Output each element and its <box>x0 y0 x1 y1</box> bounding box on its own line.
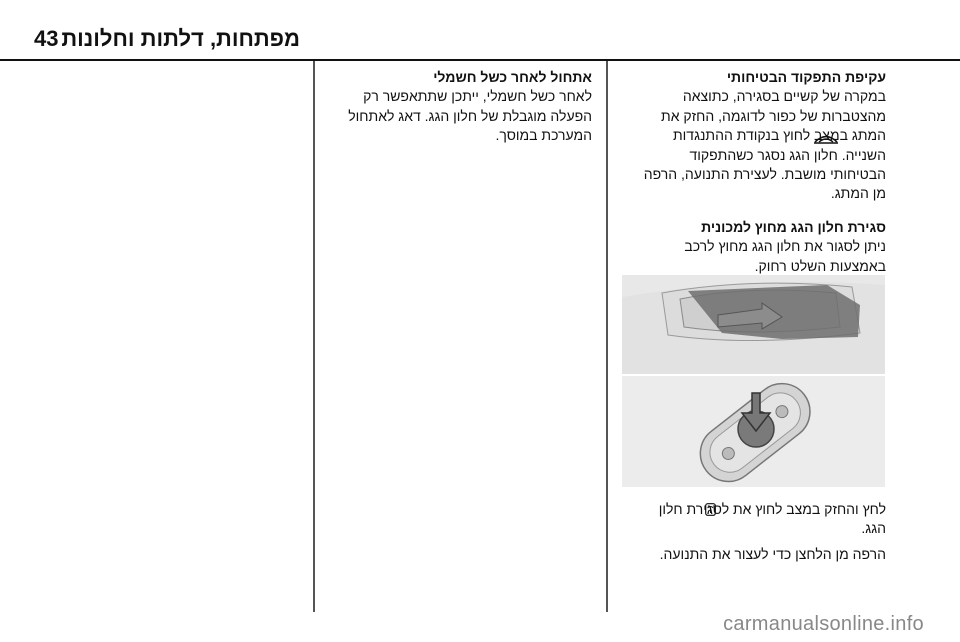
body-line: במקרה של קשיים בסגירה, כתוצאה <box>682 88 886 105</box>
remote-key-illustration <box>622 275 885 487</box>
body-line-text: המתג במצב לחוץ בנקודת ההתנגדות <box>673 127 886 144</box>
body-line: הפעלה מוגבלת של חלון הגג. דאג לאתחול <box>348 107 592 124</box>
body-line: מן המתג. <box>830 185 886 202</box>
figure-caption <box>618 500 886 564</box>
page-number: 43 <box>34 26 59 51</box>
body-line: באמצעות השלט רחוק. <box>754 257 886 274</box>
remote-sunroof-button-icon <box>705 503 716 516</box>
header-rule <box>0 59 960 61</box>
caption-line: הגג. <box>861 520 886 537</box>
body-line: השנייה. חלון הגג נסגר כשהתפקוד <box>689 146 886 163</box>
chapter-title: מפתחות, דלתות וחלונות <box>61 26 300 51</box>
right-column <box>618 68 886 276</box>
column-divider-left <box>313 61 315 612</box>
middle-column <box>326 68 592 146</box>
caption-line: הרפה מן הלחצן כדי לעצור את התנועה. <box>659 545 886 562</box>
body-line: המערכת במוסך. <box>495 127 592 144</box>
sunroof-switch-icon <box>813 132 839 146</box>
body-line: ניתן לסגור את חלון הגג מחוץ לרכב <box>684 238 886 255</box>
watermark: carmanualsonline.info <box>723 613 924 635</box>
body-line: הבטיחותי מושבת. לעצירת התנועה, הרפה <box>643 166 886 183</box>
body-line: לאחר כשל חשמלי, ייתכן שתתאפשר רק <box>363 88 592 105</box>
section-heading-reset-after-power-failure: אתחול לאחר כשל חשמלי <box>433 69 592 85</box>
illustration-svg <box>622 275 885 487</box>
caption-line: לחץ והחזק במצב לחוץ את לסגירת חלון <box>658 501 886 517</box>
section-heading-remote-close: סגירת חלון הגג מחוץ למכונית <box>701 218 886 235</box>
body-line-with-icon <box>618 126 886 145</box>
section-heading-safety-override: עקיפת התפקוד הבטיחותי <box>726 69 886 85</box>
column-divider-right <box>606 61 608 612</box>
body-line: מהצטברות של כפור לדוגמה, החזק את <box>661 107 886 124</box>
